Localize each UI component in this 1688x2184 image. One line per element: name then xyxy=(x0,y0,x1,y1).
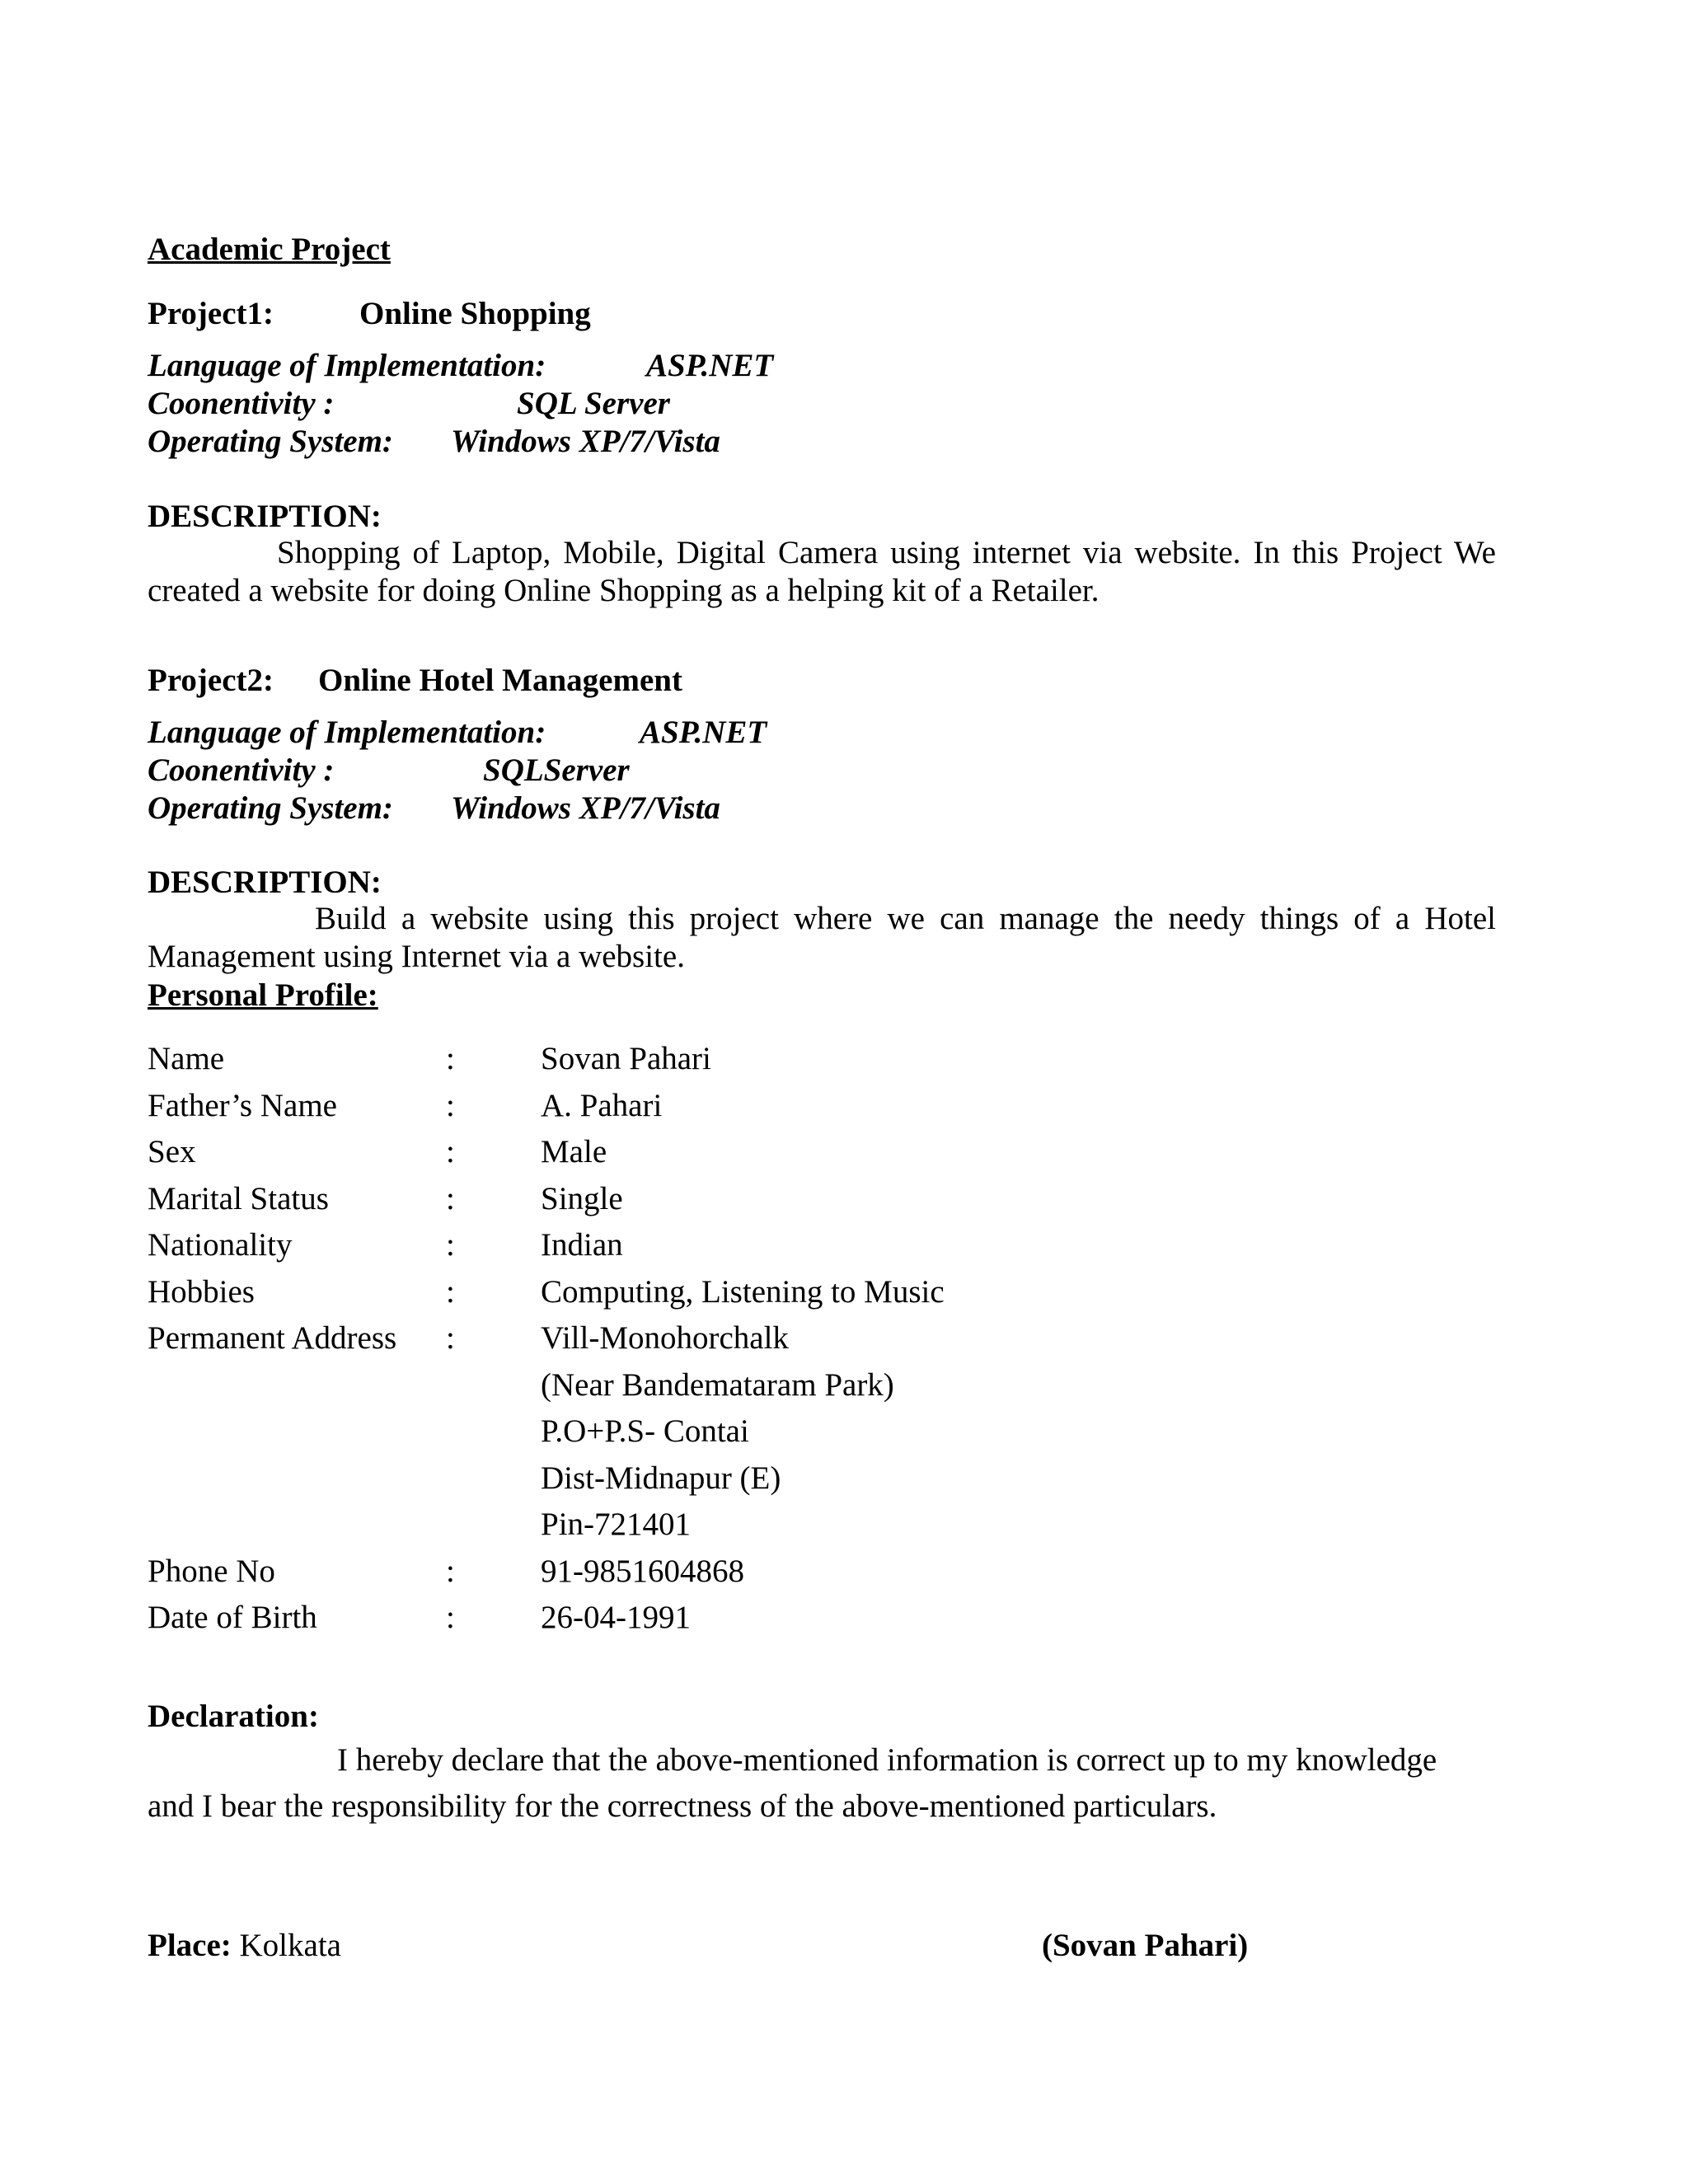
project2-description: Build a website using this project where we can manage the needy things of a Hotel Management using Internet via a website. xyxy=(148,901,1496,974)
place-value: Kolkata xyxy=(239,1928,341,1963)
profile-label-nationality: Nationality xyxy=(148,1227,293,1263)
project1-description: Shopping of Laptop, Mobile, Digital Camera using internet via website. In this Project We created a website for doing Online Shopping as a helping kit of a Retailer. xyxy=(148,535,1496,608)
profile-value-hobbies: Computing, Listening to Music xyxy=(541,1274,945,1310)
profile-value-sex: Male xyxy=(541,1134,607,1169)
profile-value-marital-status: Single xyxy=(541,1181,623,1216)
project2-title: Online Hotel Management xyxy=(318,663,682,698)
profile-label-hobbies: Hobbies xyxy=(148,1274,255,1310)
declaration-title: Declaration: xyxy=(148,1699,319,1734)
address-line: Pin-721401 xyxy=(541,1507,692,1542)
section-title: Academic Project xyxy=(148,232,391,267)
profile-separator: : xyxy=(446,1320,455,1356)
declaration-text: I hereby declare that the above-mentioned information is correct up to my knowledge and I bear the responsibility for the correctness of the above-mentioned particulars. xyxy=(148,1742,1437,1824)
profile-value-phone-no: 91-9851604868 xyxy=(541,1554,744,1589)
profile-separator: : xyxy=(446,1181,455,1216)
project1-connectivity-label: Coonentivity : xyxy=(148,386,335,421)
profile-value-fathers-name: A. Pahari xyxy=(541,1088,663,1123)
place-label: Place: xyxy=(148,1928,232,1963)
project1-description-label: DESCRIPTION: xyxy=(148,499,382,534)
project1-os-label: Operating System: xyxy=(148,424,393,459)
signature: (Sovan Pahari) xyxy=(1042,1928,1249,1963)
profile-separator: : xyxy=(446,1088,455,1123)
profile-value-name: Sovan Pahari xyxy=(541,1041,711,1076)
profile-value-permanent-address: Vill-Monohorchalk xyxy=(541,1320,789,1356)
profile-separator: : xyxy=(446,1041,455,1076)
profile-separator: : xyxy=(446,1134,455,1169)
profile-label-fathers-name: Father’s Name xyxy=(148,1088,337,1123)
profile-label-name: Name xyxy=(148,1041,225,1076)
address-line: P.O+P.S- Contai xyxy=(541,1413,749,1449)
place-line xyxy=(148,1929,341,1961)
project1-title: Online Shopping xyxy=(359,296,591,331)
profile-separator: : xyxy=(446,1227,455,1263)
profile-label-permanent-address: Permanent Address xyxy=(148,1320,397,1356)
address-line: (Near Bandemataram Park) xyxy=(541,1367,894,1403)
profile-separator: : xyxy=(446,1600,455,1635)
personal-profile-title: Personal Profile: xyxy=(148,977,378,1013)
project2-os-label: Operating System: xyxy=(148,790,393,826)
profile-label-marital-status: Marital Status xyxy=(148,1181,329,1216)
profile-label-date-of-birth: Date of Birth xyxy=(148,1600,317,1635)
profile-value-nationality: Indian xyxy=(541,1227,623,1263)
project1-language-label: Language of Implementation: xyxy=(148,348,546,383)
profile-value-date-of-birth: 26-04-1991 xyxy=(541,1600,691,1635)
project2-label: Project2: xyxy=(148,663,274,698)
project2-language-value: ASP.NET xyxy=(640,715,767,750)
profile-separator: : xyxy=(446,1554,455,1589)
project2-os-value: Windows XP/7/Vista xyxy=(451,790,720,826)
project2-language-label: Language of Implementation: xyxy=(148,715,546,750)
address-line: Dist-Midnapur (E) xyxy=(541,1460,781,1496)
project2-description-label: DESCRIPTION: xyxy=(148,865,382,900)
project1-label: Project1: xyxy=(148,296,274,331)
profile-label-phone-no: Phone No xyxy=(148,1554,275,1589)
project1-language-value: ASP.NET xyxy=(646,348,774,383)
project1-connectivity-value: SQL Server xyxy=(517,386,670,421)
project2-connectivity-value: SQLServer xyxy=(483,752,630,788)
project2-connectivity-label: Coonentivity : xyxy=(148,752,335,788)
profile-label-sex: Sex xyxy=(148,1134,196,1169)
project1-os-value: Windows XP/7/Vista xyxy=(451,424,720,459)
profile-separator: : xyxy=(446,1274,455,1310)
